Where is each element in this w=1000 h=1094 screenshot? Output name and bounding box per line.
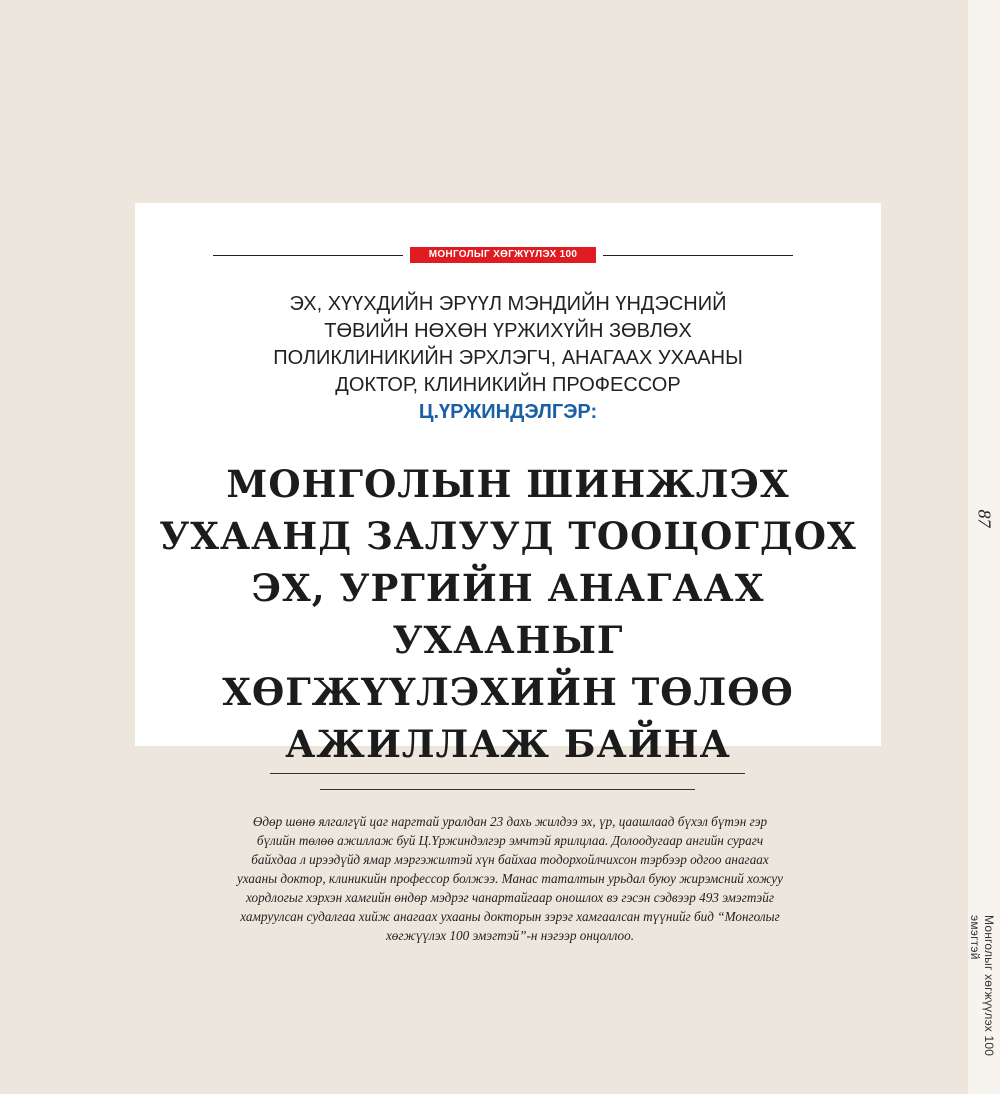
page-number: 87 xyxy=(974,509,995,528)
headline-line: ХӨГЖҮҮЛЭХИЙН ТӨЛӨӨ xyxy=(222,670,794,714)
person-name: Ц.ҮРЖИНДЭЛГЭР: xyxy=(418,401,598,423)
divider-short xyxy=(320,789,695,790)
headline-card xyxy=(135,203,881,766)
headline xyxy=(135,458,881,770)
header-rule-right xyxy=(603,255,793,256)
category-tag: МОНГОЛЫГ ХӨГЖҮҮЛЭХ 100 ЭМЭГТЭЙ xyxy=(410,247,596,263)
intro-line: хамруулсан судалгаа хийж анагаах ухааны докторын зэрэг хамгаалсан түүнийг бид “Монголыг xyxy=(240,909,780,924)
headline-line: МОНГОЛЫН ШИНЖЛЭХ xyxy=(226,462,790,506)
intro-paragraph xyxy=(200,812,820,945)
header-rule-left xyxy=(213,255,403,256)
headline-line: УХААНД ЗАЛУУД ТООЦОГДОХ xyxy=(159,514,857,558)
intro-line: хөгжүүлэх 100 эмэгтэй”-н нэгээр онцоллоо. xyxy=(385,928,635,943)
person-title-line: ТӨВИЙН НӨХӨН ҮРЖИХҮЙН ЗӨВЛӨХ xyxy=(324,320,692,342)
person-title-line: ПОЛИКЛИНИКИЙН ЭРХЛЭГЧ, АНАГААХ УХААНЫ xyxy=(273,347,743,369)
divider-long xyxy=(270,773,745,774)
person-title-block xyxy=(135,291,881,426)
running-title: Монголыг хөгжүүлэх 100 эмэгтэй xyxy=(968,915,996,1057)
intro-line: бүлийн төлөө ажиллаж буй Ц.Үржиндэлгэр эмчтэй ярилцлаа. Долоодугаар ангийн сурагч xyxy=(256,833,764,848)
headline-line: АЖИЛЛАЖ БАЙНА xyxy=(285,722,731,766)
headline-line: ЭХ, УРГИЙН АНАГААХ УХААНЫГ xyxy=(251,566,765,662)
intro-line: хордлогыг хэрхэн хамгийн өндөр мэдрэг чанартайгаар оношлох вэ гэсэн сэдвээр 493 эмэгтэйг xyxy=(246,890,774,905)
intro-line: байхдаа л ирээдүйд ямар мэргэжилтэй хүн байхаа тодорхойлчихсон тэрбээр одгоо анагаах xyxy=(251,852,769,867)
intro-line: ухааны доктор, клиникийн профессор болжээ. Манас таталтын урьдал буюу жирэмсний хожуу xyxy=(237,871,783,886)
person-title-line: ДОКТОР, КЛИНИКИЙН ПРОФЕССОР xyxy=(335,374,681,396)
intro-line: Өдөр шөнө ялгалгүй цаг наргтай уралдан 23 дахь жилдээ эх, үр, цаашлаад бүхэл бүтэн гэр xyxy=(252,814,768,829)
person-title-line: ЭХ, ХҮҮХДИЙН ЭРҮҮЛ МЭНДИЙН ҮНДЭСНИЙ xyxy=(289,293,727,315)
category-header xyxy=(213,247,793,276)
